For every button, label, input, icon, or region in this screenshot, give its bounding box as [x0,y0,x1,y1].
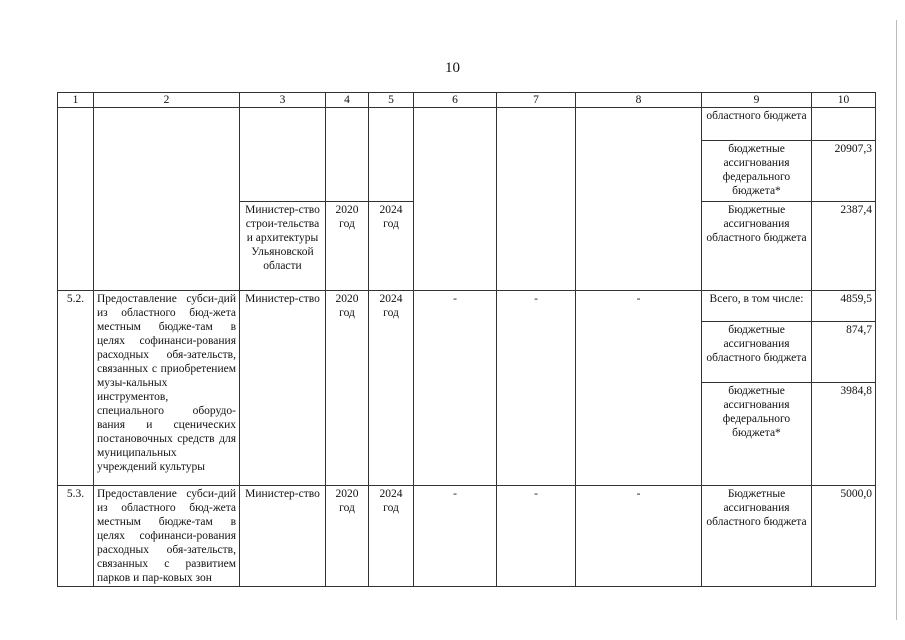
cell-start [326,108,369,202]
header-col-10: 10 [812,93,876,108]
funding-source: бюджетные ассигнования федерального бюджета* [702,383,812,486]
funding-source: Всего, в том числе: [702,291,812,322]
funding-source: Бюджетные ассигнования областного бюджета [702,202,812,291]
cell-col7: - [497,291,576,486]
funding-amount: 3984,8 [812,383,876,486]
cell-name: Предоставление субси-дий из областного бюд-жета местным бюдже-там в целях софинанси-рования расходных обя-зательств, связанных с развитием парков и пар-ковых зон [94,486,240,587]
funding-amount: 2387,4 [812,202,876,291]
funding-amount: 874,7 [812,322,876,383]
header-col-7: 7 [497,93,576,108]
header-col-3: 3 [240,93,326,108]
header-col-4: 4 [326,93,369,108]
header-col-1: 1 [58,93,94,108]
cell-col7 [497,108,576,291]
scan-edge-mark [896,20,897,620]
table-row [58,291,876,322]
cell-executor: Министер-ство строи-тельства и архитектуры Ульяновской области [240,202,326,291]
cell-executor [240,108,326,202]
cell-col7: - [497,486,576,587]
cell-num [58,108,94,291]
cell-col8: - [576,291,702,486]
funding-source: бюджетные ассигнования областного бюджета [702,322,812,383]
cell-name [94,108,240,291]
funding-amount: 5000,0 [812,486,876,587]
header-row [58,93,876,108]
header-col-9: 9 [702,93,812,108]
cell-col8: - [576,486,702,587]
funding-amount: 20907,3 [812,141,876,202]
cell-start: 2020 год [326,202,369,291]
table-row [58,486,876,587]
cell-name: Предоставление субси-дий из областного бюд-жета местным бюдже-там в целях софинанси-рования расходных обя-зательств, связанных с приобретением музы-кальных инструментов, специального оборудо-вания и сценических постановочных средств для муниципальных учреждений культуры [94,291,240,486]
cell-col6: - [414,291,497,486]
table-row [58,108,876,141]
cell-num: 5.2. [58,291,94,486]
cell-end: 2024 год [369,486,414,587]
funding-source: областного бюджета [702,108,812,141]
page-number: 10 [445,60,460,76]
cell-start: 2020 год [326,486,369,587]
cell-col6: - [414,486,497,587]
cell-col6 [414,108,497,291]
funding-source: Бюджетные ассигнования областного бюджета [702,486,812,587]
header-col-2: 2 [94,93,240,108]
funding-source: бюджетные ассигнования федерального бюджета* [702,141,812,202]
program-table [57,92,876,587]
cell-executor: Министер-ство [240,291,326,486]
cell-end: 2024 год [369,291,414,486]
header-col-6: 6 [414,93,497,108]
header-col-5: 5 [369,93,414,108]
funding-amount: 4859,5 [812,291,876,322]
cell-executor: Министер-ство [240,486,326,587]
cell-start: 2020 год [326,291,369,486]
cell-col8 [576,108,702,291]
header-col-8: 8 [576,93,702,108]
funding-amount [812,108,876,141]
cell-end: 2024 год [369,202,414,291]
cell-num: 5.3. [58,486,94,587]
cell-end [369,108,414,202]
